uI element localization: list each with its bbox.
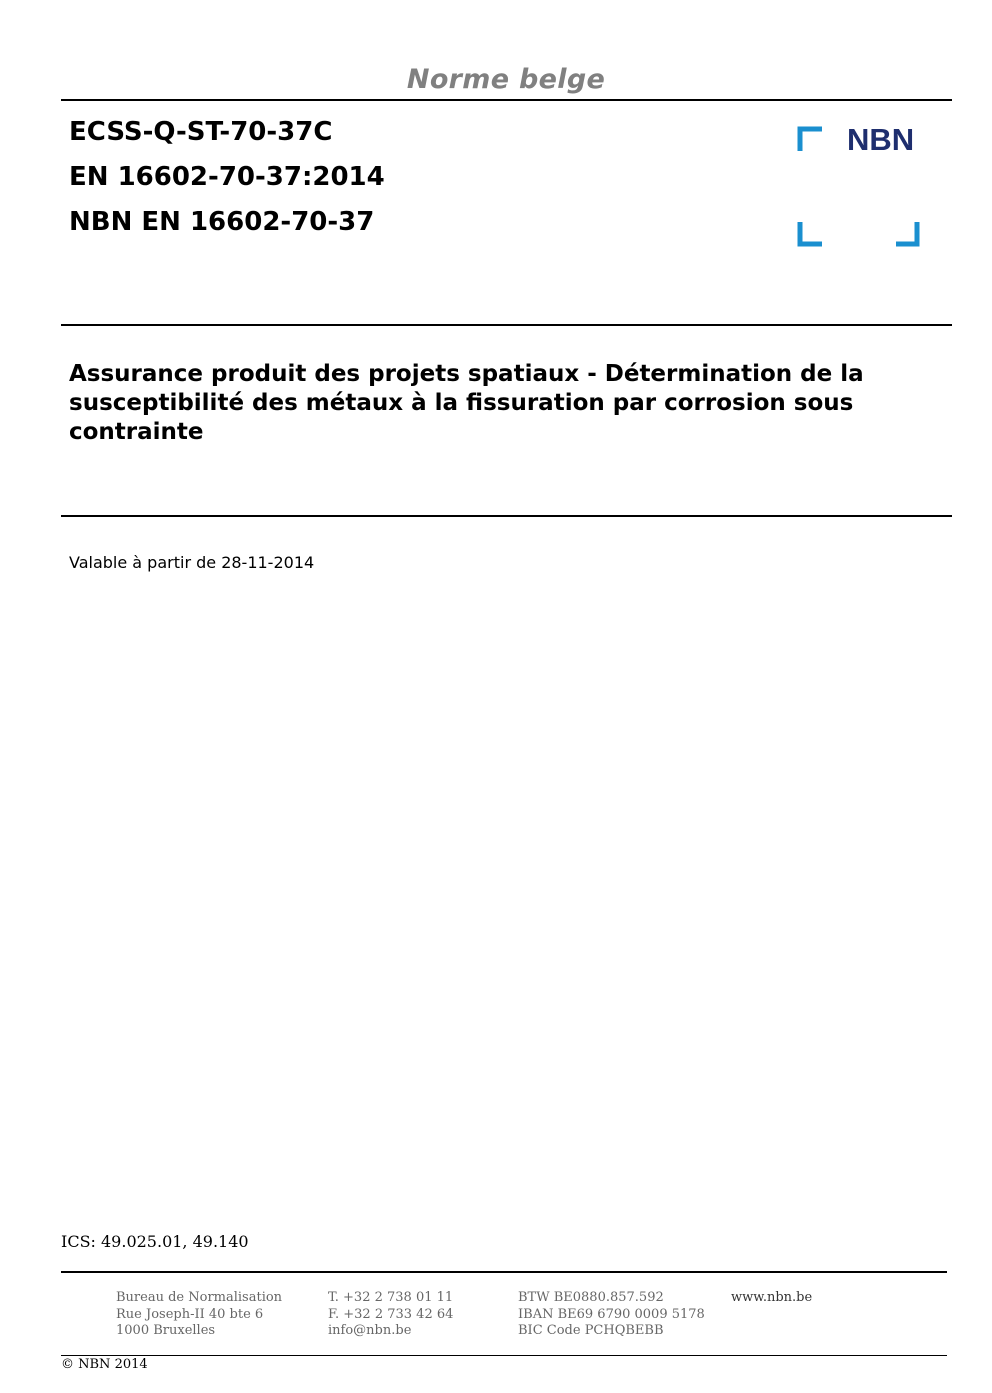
footer-fax: F. +32 2 733 42 64 (328, 1306, 454, 1322)
header-divider (61, 99, 952, 101)
footer-iban: IBAN BE69 6790 0009 5178 (518, 1306, 705, 1322)
footer-contact (328, 1290, 453, 1340)
header-title: Norme belge (406, 64, 606, 95)
footer-top-divider (61, 1271, 947, 1273)
code-nbn: NBN EN 16602-70-37 (69, 207, 375, 237)
footer-bottom-divider (61, 1355, 947, 1356)
footer-address-line: Bureau de Normalisation (116, 1290, 283, 1305)
footer-bic: BIC Code PCHQBEBB (518, 1323, 664, 1338)
copyright-notice: © NBN 2014 (61, 1357, 148, 1372)
footer-address-line: 1000 Bruxelles (116, 1323, 216, 1338)
ics-codes: ICS: 49.025.01, 49.140 (61, 1232, 249, 1251)
validity-date: Valable à partir de 28-11-2014 (69, 553, 315, 572)
title-top-divider (61, 324, 952, 326)
document-title: Assurance produit des projets spatiaux - Détermination de la susceptibilité des métaux à la fissuration par corrosion sous contrainte (69, 361, 864, 445)
footer-address (116, 1290, 282, 1340)
logo-text: NBN (847, 126, 915, 157)
footer-email-link[interactable]: info@nbn.be (328, 1323, 412, 1338)
footer-vat: BTW BE0880.857.592 (518, 1290, 664, 1305)
nbn-logo-graphic (797, 126, 921, 248)
footer-web (731, 1290, 812, 1307)
code-ecss: ECSS-Q-ST-70-37C (69, 117, 333, 147)
title-bottom-divider (61, 515, 952, 517)
footer-address-line: Rue Joseph-II 40 bte 6 (116, 1306, 264, 1322)
logo-bracket-bottom-right (896, 222, 917, 244)
footer-website-link[interactable]: www.nbn.be (731, 1290, 813, 1305)
footer-bank (518, 1290, 705, 1340)
logo-bracket-bottom-left (800, 222, 822, 244)
footer-phone: T. +32 2 738 01 11 (328, 1290, 454, 1305)
logo-bracket-top-left (800, 129, 822, 151)
nbn-logo (797, 126, 921, 248)
code-en: EN 16602-70-37:2014 (69, 162, 385, 192)
standard-codes (69, 110, 385, 245)
